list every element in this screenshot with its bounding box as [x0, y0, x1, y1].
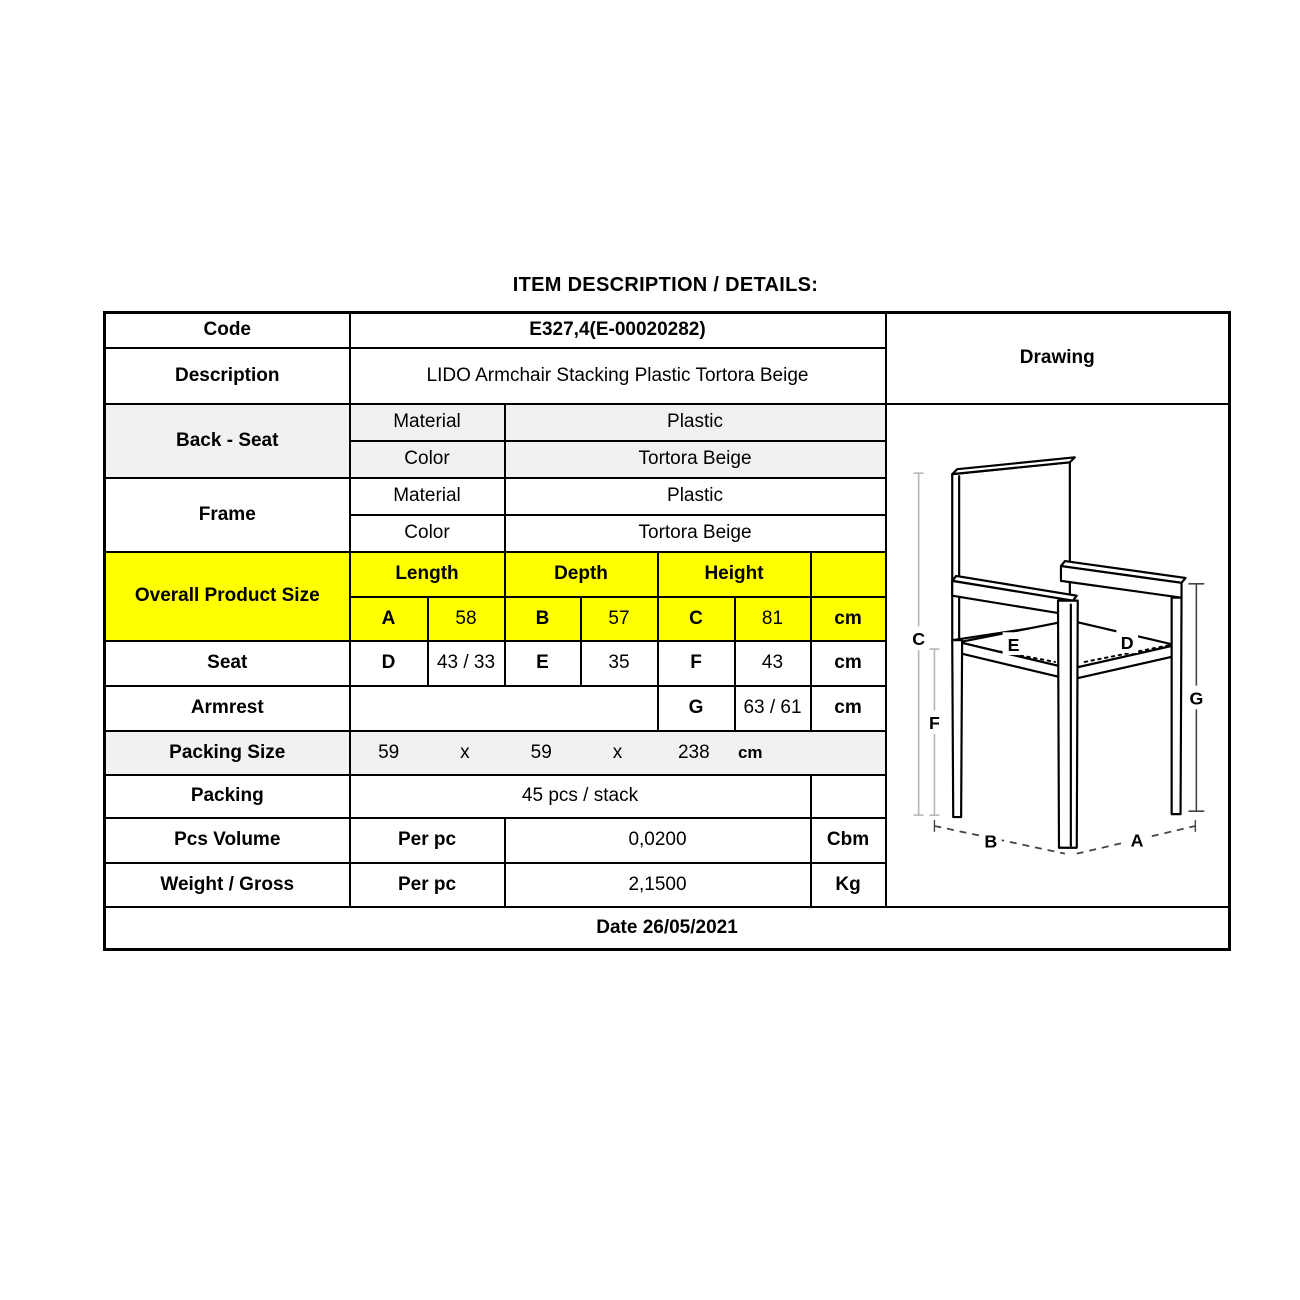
- pcs-volume-value: 0,0200: [505, 818, 811, 863]
- dim-label-c: C: [912, 628, 926, 649]
- packing-spacer: [811, 775, 886, 818]
- packing-size-dim1: 59: [378, 741, 400, 763]
- backseat-material-value: Plastic: [505, 404, 886, 441]
- seat-label: Seat: [105, 641, 350, 686]
- seat-f-key: F: [658, 641, 735, 686]
- armrest-unit: cm: [811, 686, 886, 731]
- armrest-g-key: G: [658, 686, 735, 731]
- depth-header: Depth: [505, 552, 658, 597]
- size-b-value: 57: [581, 597, 658, 641]
- dim-label-g: G: [1189, 687, 1204, 708]
- pcs-volume-per: Per pc: [350, 818, 505, 863]
- backseat-color-label: Color: [350, 441, 505, 478]
- row-date: [105, 907, 1230, 950]
- chair-leg-back-left: [953, 640, 963, 817]
- frame-color-label: Color: [350, 515, 505, 552]
- frame-color-value: Tortora Beige: [505, 515, 886, 552]
- weight-gross-unit: Kg: [811, 863, 886, 907]
- size-a-key: A: [350, 597, 428, 641]
- backseat-label: Back - Seat: [105, 404, 350, 478]
- backseat-color-value: Tortora Beige: [505, 441, 886, 478]
- backseat-material-label: Material: [350, 404, 505, 441]
- drawing-header: Drawing: [886, 313, 1230, 404]
- weight-gross-per: Per pc: [350, 863, 505, 907]
- packing-size-dim2: 59: [530, 741, 552, 763]
- size-unit: cm: [811, 597, 886, 641]
- frame-material-value: Plastic: [505, 478, 886, 515]
- size-c-key: C: [658, 597, 735, 641]
- seat-d-key: D: [350, 641, 428, 686]
- chair-drawing: [887, 406, 1227, 905]
- packing-size-label: Packing Size: [105, 731, 350, 775]
- description-value: LIDO Armchair Stacking Plastic Tortora Beige: [350, 348, 886, 404]
- packing-size-values: [350, 731, 886, 775]
- page-title: ITEM DESCRIPTION / DETAILS:: [512, 274, 819, 296]
- pcs-volume-unit: Cbm: [811, 818, 886, 863]
- size-header-spacer: [811, 552, 886, 597]
- item-spec-table: [103, 311, 1231, 951]
- pcs-volume-label: Pcs Volume: [105, 818, 350, 863]
- armrest-g-value: 63 / 61: [735, 686, 811, 731]
- weight-gross-label: Weight / Gross: [105, 863, 350, 907]
- size-b-key: B: [505, 597, 581, 641]
- chair-leg-right: [1172, 597, 1182, 813]
- seat-e-value: 35: [581, 641, 658, 686]
- dim-label-a: A: [1130, 830, 1144, 851]
- seat-f-value: 43: [735, 641, 811, 686]
- packing-size-sep1: x: [460, 741, 470, 763]
- size-c-value: 81: [735, 597, 811, 641]
- seat-e-key: E: [505, 641, 581, 686]
- seat-unit: cm: [811, 641, 886, 686]
- overall-size-label: Overall Product Size: [105, 552, 350, 641]
- weight-gross-value: 2,1500: [505, 863, 811, 907]
- armrest-spacer: [350, 686, 658, 731]
- date-value: Date 26/05/2021: [105, 907, 1230, 950]
- packing-label: Packing: [105, 775, 350, 818]
- dim-label-d: D: [1121, 632, 1134, 653]
- size-a-value: 58: [428, 597, 505, 641]
- dim-label-f: F: [929, 712, 941, 733]
- packing-size-unit: cm: [737, 742, 763, 762]
- row-code: [105, 313, 1230, 348]
- packing-value: 45 pcs / stack: [350, 775, 811, 818]
- row-backseat-material: [105, 404, 1230, 441]
- chair-backrest: [953, 462, 1071, 640]
- frame-material-label: Material: [350, 478, 505, 515]
- dim-label-e: E: [1007, 634, 1020, 655]
- dim-label-b: B: [984, 831, 998, 852]
- length-header: Length: [350, 552, 505, 597]
- frame-label: Frame: [105, 478, 350, 552]
- height-header: Height: [658, 552, 811, 597]
- drawing-cell: [886, 404, 1230, 907]
- armrest-label: Armrest: [105, 686, 350, 731]
- code-label: Code: [105, 313, 350, 348]
- description-label: Description: [105, 348, 350, 404]
- packing-size-dim3: 238: [677, 741, 710, 763]
- chair-leg-front: [1058, 600, 1078, 847]
- code-value: E327,4(E-00020282): [350, 313, 886, 348]
- packing-size-sep2: x: [612, 741, 623, 763]
- seat-d-value: 43 / 33: [428, 641, 505, 686]
